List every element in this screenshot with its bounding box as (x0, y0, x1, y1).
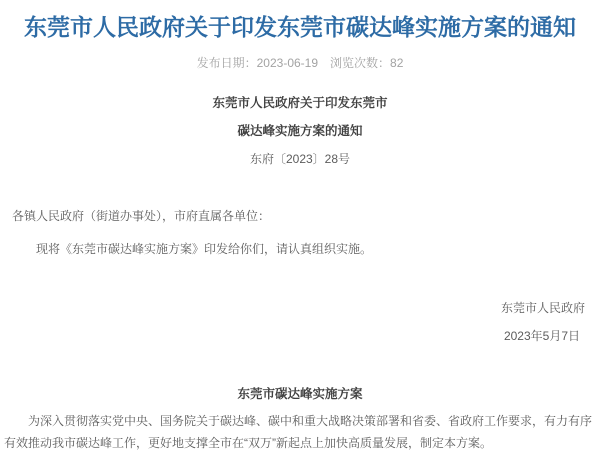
signed-date: 2023年5月7日 (503, 329, 580, 343)
article-meta (0, 56, 600, 70)
salutation: 各镇人民政府（街道办事处），市府直属各单位： (12, 209, 271, 223)
notice-body-paragraph: 现将《东莞市碳达峰实施方案》印发给你们，请认真组织实施。 (36, 242, 373, 256)
page-title: 东莞市人民政府关于印发东莞市碳达峰实施方案的通知 (24, 14, 576, 40)
notice-heading-line1: 东莞市人民政府关于印发东莞市 (212, 96, 388, 110)
plan-intro-paragraph: 为深入贯彻落实党中央、国务院关于碳达峰、碳中和重大战略决策部署和省委、省政府工作要求，有力有序有效推动我市碳达峰工作，更好地支撑全市在“双万”新起点上加快高质量发展，制定本方案。 (4, 414, 593, 450)
notice-heading-line2: 碳达峰实施方案的通知 (237, 124, 363, 138)
views-label: 浏览次数： (330, 56, 391, 70)
document-number: 东府〔2023〕28号 (249, 152, 351, 166)
publish-date-label: 发布日期： (196, 56, 257, 70)
views-value: 82 (390, 56, 404, 70)
publish-date-value: 2023-06-19 (256, 56, 319, 70)
signature-block (0, 297, 600, 347)
notice-heading (0, 89, 600, 173)
signer-name: 东莞市人民政府 (500, 301, 585, 315)
plan-title: 东莞市碳达峰实施方案 (237, 387, 363, 401)
